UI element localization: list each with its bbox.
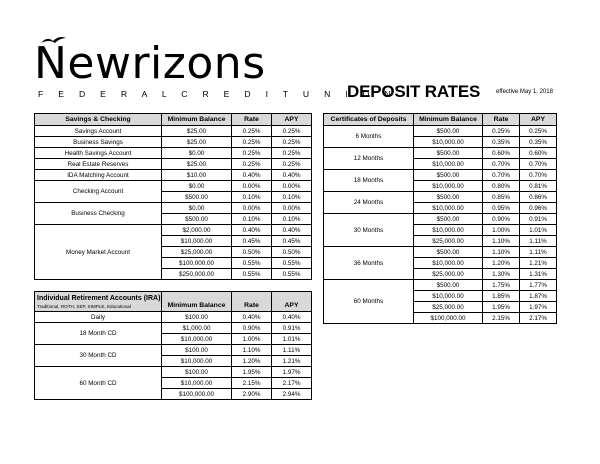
rate: 1.00% <box>483 225 520 236</box>
rate: 1.10% <box>232 345 272 356</box>
table-row <box>35 312 312 323</box>
apy: 1.21% <box>272 356 312 367</box>
rate: 0.25% <box>483 126 520 137</box>
minimum-balance: $10,000.00 <box>162 334 232 345</box>
table-row <box>35 345 312 356</box>
rate: 2.90% <box>232 389 272 400</box>
apy: 1.01% <box>272 334 312 345</box>
table-row <box>324 280 557 291</box>
brand-name: Newrizons <box>34 38 266 89</box>
header-rate: Rate <box>483 114 520 126</box>
rate: 0.80% <box>483 181 520 192</box>
rate: 1.95% <box>483 302 520 313</box>
minimum-balance: $25,000.00 <box>414 302 483 313</box>
table-row <box>324 170 557 181</box>
minimum-balance: $25.00 <box>162 159 232 170</box>
header-minimum-balance: Minimum Balance <box>162 114 232 126</box>
minimum-balance: $10,000.00 <box>414 225 483 236</box>
apy: 0.25% <box>272 137 312 148</box>
rate: 0.25% <box>232 137 272 148</box>
minimum-balance: $1,000.00 <box>162 323 232 334</box>
rate: 0.10% <box>232 214 272 225</box>
term: 6 Months <box>324 126 414 148</box>
table-header-row <box>324 114 557 126</box>
term: 60 Month CD <box>35 367 162 400</box>
table-row <box>324 192 557 203</box>
ira-title: Individual Retirement Accounts (IRA) <box>37 295 161 302</box>
apy: 0.25% <box>272 159 312 170</box>
account-name: Checking Account <box>35 181 162 203</box>
minimum-balance: $100,000.00 <box>162 258 232 269</box>
table-row <box>35 323 312 334</box>
apy: 2.17% <box>520 313 557 324</box>
page-title: DEPOSIT RATES <box>347 82 481 101</box>
rate: 1.10% <box>483 247 520 258</box>
account-name: Health Savings Account <box>35 148 162 159</box>
apy: 0.81% <box>520 181 557 192</box>
rate: 0.55% <box>232 269 272 280</box>
brand-subtitle: F E D E R A L C R E D I T U N I O N <box>38 89 397 99</box>
minimum-balance: $25,000.00 <box>414 269 483 280</box>
rate: 0.90% <box>232 323 272 334</box>
apy: 1.11% <box>520 236 557 247</box>
apy: 0.55% <box>272 269 312 280</box>
minimum-balance: $10,000.00 <box>162 378 232 389</box>
minimum-balance: $10,000.00 <box>414 181 483 192</box>
rate: 1.30% <box>483 269 520 280</box>
apy: 0.55% <box>272 258 312 269</box>
rate: 0.90% <box>483 214 520 225</box>
savings-checking-table <box>34 113 312 280</box>
apy: 1.11% <box>520 247 557 258</box>
rate: 0.60% <box>483 148 520 159</box>
apy: 0.96% <box>520 203 557 214</box>
apy: 1.31% <box>520 269 557 280</box>
rate: 0.40% <box>232 170 272 181</box>
minimum-balance: $10.00 <box>162 170 232 181</box>
rate: 0.00% <box>232 181 272 192</box>
table-row <box>324 214 557 225</box>
rate: 1.20% <box>232 356 272 367</box>
apy: 1.87% <box>520 291 557 302</box>
apy: 0.70% <box>520 159 557 170</box>
table-row <box>35 148 312 159</box>
header-account: Savings & Checking <box>35 114 162 126</box>
minimum-balance: $500.00 <box>414 192 483 203</box>
minimum-balance: $500.00 <box>162 214 232 225</box>
apy: 2.17% <box>272 378 312 389</box>
account-name: IDA Matching Account <box>35 170 162 181</box>
apy: 1.11% <box>272 345 312 356</box>
apy: 0.35% <box>520 137 557 148</box>
rate: 2.15% <box>483 313 520 324</box>
table-row <box>324 148 557 159</box>
minimum-balance: $500.00 <box>414 280 483 291</box>
minimum-balance: $10,000.00 <box>414 159 483 170</box>
apy: 1.01% <box>520 225 557 236</box>
apy: 1.77% <box>520 280 557 291</box>
rate: 0.10% <box>232 192 272 203</box>
minimum-balance: $500.00 <box>414 247 483 258</box>
minimum-balance: $2,000.00 <box>162 225 232 236</box>
term: 18 Month CD <box>35 323 162 345</box>
account-name: Business Savings <box>35 137 162 148</box>
rate: 0.55% <box>232 258 272 269</box>
table-row <box>35 159 312 170</box>
account-name: Savings Account <box>35 126 162 137</box>
table-row <box>35 225 312 236</box>
minimum-balance: $100,000.00 <box>414 313 483 324</box>
term: 60 Months <box>324 280 414 324</box>
apy: 0.25% <box>520 126 557 137</box>
rate: 0.45% <box>232 236 272 247</box>
brand-logo <box>34 38 397 99</box>
minimum-balance: $10,000.00 <box>414 258 483 269</box>
apy: 0.60% <box>520 148 557 159</box>
account-name: Business Checking <box>35 203 162 225</box>
table-row <box>324 126 557 137</box>
term: 30 Months <box>324 214 414 247</box>
rate: 0.95% <box>483 203 520 214</box>
minimum-balance: $500.00 <box>414 148 483 159</box>
header-apy: APY <box>272 292 312 312</box>
apy: 0.70% <box>520 170 557 181</box>
rate: 0.25% <box>232 148 272 159</box>
minimum-balance: $250,000.00 <box>162 269 232 280</box>
minimum-balance: $100.00 <box>162 367 232 378</box>
header-apy: APY <box>520 114 557 126</box>
term: 18 Months <box>324 170 414 192</box>
header-rate: Rate <box>232 292 272 312</box>
table-row <box>35 170 312 181</box>
minimum-balance: $25,000.00 <box>162 247 232 258</box>
header-term: Certificates of Deposits <box>324 114 414 126</box>
minimum-balance: $100.00 <box>162 345 232 356</box>
minimum-balance: $10,000.00 <box>414 203 483 214</box>
minimum-balance: $10,000.00 <box>414 137 483 148</box>
apy: 0.25% <box>272 126 312 137</box>
certificates-table <box>323 113 557 324</box>
apy: 0.45% <box>272 236 312 247</box>
apy: 0.25% <box>272 148 312 159</box>
term: 12 Months <box>324 148 414 170</box>
minimum-balance: $10,000.00 <box>162 356 232 367</box>
ira-table <box>34 291 312 400</box>
account-name: Money Market Account <box>35 225 162 280</box>
rate: 0.40% <box>232 225 272 236</box>
table-row <box>35 126 312 137</box>
apy: 0.91% <box>520 214 557 225</box>
table-row <box>35 181 312 192</box>
account-name: Real Estate Reserves <box>35 159 162 170</box>
table-header-row <box>35 114 312 126</box>
rate: 0.50% <box>232 247 272 258</box>
table-row <box>35 367 312 378</box>
minimum-balance: $10,000.00 <box>414 291 483 302</box>
apy: 0.91% <box>272 323 312 334</box>
rate: 1.75% <box>483 280 520 291</box>
ira-header <box>35 292 162 312</box>
table-row <box>35 137 312 148</box>
header-rate: Rate <box>232 114 272 126</box>
rate: 0.40% <box>232 312 272 323</box>
apy: 0.10% <box>272 192 312 203</box>
rate: 1.00% <box>232 334 272 345</box>
ira-subtitle: Traditional, ROTH, SEP, SIMPLE, Educational <box>37 304 131 309</box>
header-minimum-balance: Minimum Balance <box>414 114 483 126</box>
apy: 0.50% <box>272 247 312 258</box>
term: 30 Month CD <box>35 345 162 367</box>
table-row <box>35 203 312 214</box>
minimum-balance: $500.00 <box>162 192 232 203</box>
rate: 0.25% <box>232 159 272 170</box>
term: 36 Months <box>324 247 414 280</box>
minimum-balance: $100.00 <box>162 312 232 323</box>
apy: 0.00% <box>272 181 312 192</box>
minimum-balance: $500.00 <box>414 170 483 181</box>
apy: 2.94% <box>272 389 312 400</box>
rate: 2.15% <box>232 378 272 389</box>
minimum-balance: $25,000.00 <box>414 236 483 247</box>
minimum-balance: $100,000.00 <box>162 389 232 400</box>
minimum-balance: $0.00 <box>162 181 232 192</box>
apy: 0.40% <box>272 170 312 181</box>
effective-date: effective May 1, 2018 <box>496 89 553 95</box>
minimum-balance: $0.00 <box>162 148 232 159</box>
apy: 0.40% <box>272 312 312 323</box>
rate: 1.95% <box>232 367 272 378</box>
rate: 0.70% <box>483 170 520 181</box>
table-row <box>324 247 557 258</box>
rate: 0.70% <box>483 159 520 170</box>
apy: 1.97% <box>272 367 312 378</box>
rate: 0.35% <box>483 137 520 148</box>
apy: 0.86% <box>520 192 557 203</box>
term: Daily <box>35 312 162 323</box>
minimum-balance: $0.00 <box>162 203 232 214</box>
header-minimum-balance: Minimum Balance <box>162 292 232 312</box>
header-apy: APY <box>272 114 312 126</box>
apy: 0.00% <box>272 203 312 214</box>
rate: 1.20% <box>483 258 520 269</box>
minimum-balance: $500.00 <box>414 126 483 137</box>
minimum-balance: $25.00 <box>162 126 232 137</box>
rate: 0.25% <box>232 126 272 137</box>
minimum-balance: $25.00 <box>162 137 232 148</box>
apy: 1.21% <box>520 258 557 269</box>
term: 24 Months <box>324 192 414 214</box>
minimum-balance: $10,000.00 <box>162 236 232 247</box>
rate: 1.85% <box>483 291 520 302</box>
rate: 0.85% <box>483 192 520 203</box>
apy: 1.97% <box>520 302 557 313</box>
minimum-balance: $500.00 <box>414 214 483 225</box>
apy: 0.10% <box>272 214 312 225</box>
apy: 0.40% <box>272 225 312 236</box>
rate: 1.10% <box>483 236 520 247</box>
rate: 0.00% <box>232 203 272 214</box>
